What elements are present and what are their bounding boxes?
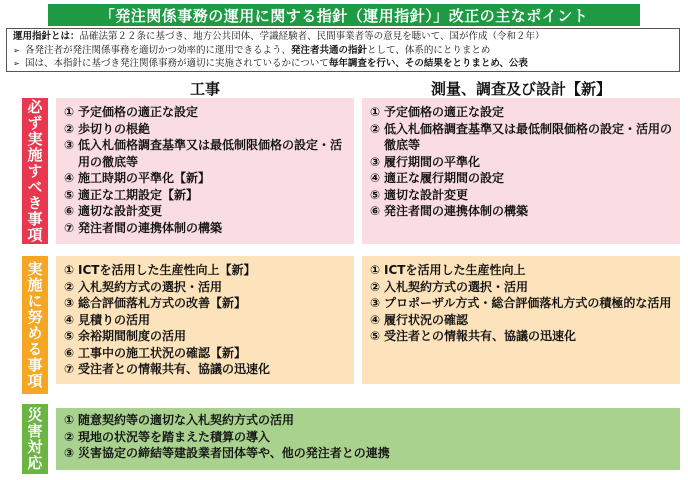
item-text: 工事中の施工状況の確認【新】 <box>78 345 247 360</box>
list-item <box>370 262 672 279</box>
list-item <box>64 262 346 279</box>
item-number: ⑥ <box>370 204 381 218</box>
intro-bullet-2-text-b: 毎年調査を行い、その結果をとりまとめ、公表 <box>328 58 528 69</box>
list-item <box>64 279 346 296</box>
item-text: プロポーザル方式・総合評価落札方式の積極的な活用 <box>384 296 672 310</box>
item-number: ⑦ <box>64 220 75 235</box>
list-item <box>64 220 346 237</box>
item-number: ⑦ <box>64 362 75 376</box>
item-text: 入札契約方式の選択・活用 <box>384 279 529 294</box>
item-text: 適正な履行期間の設定 <box>384 171 505 185</box>
item-number: ④ <box>370 171 381 185</box>
item-number: ④ <box>64 171 75 185</box>
item-text: 予定価格の適正な設定 <box>78 105 199 119</box>
intro-definition-text: 品確法第２２条に基づき、地方公共団体、学識経験者、民間事業者等の意見を聴いて、国が作成（令和２年） <box>79 31 545 42</box>
page-title: 「発注関係事務の運用に関する指針（運用指針）」改正の主なポイント <box>48 4 640 26</box>
item-text: 現地の状況等を踏まえた積算の導入 <box>78 429 271 444</box>
section-label-effort: 実施に努める事項 <box>22 256 48 394</box>
item-number: ③ <box>370 154 381 169</box>
list-item <box>370 121 672 154</box>
intro-bullet-1-text-c: として、体系的にとりまとめ <box>367 44 491 56</box>
item-text: 発注者間の連携体制の構築 <box>78 220 223 235</box>
effort-survey-box <box>362 256 680 384</box>
item-text: 低入札価格調査基準又は最低制限価格の設定・活用の徹底等 <box>78 138 343 169</box>
list-item <box>370 203 672 220</box>
item-number: ③ <box>64 296 75 310</box>
list-item <box>370 312 672 329</box>
item-number: ⑥ <box>64 204 75 218</box>
item-number: ② <box>370 279 381 294</box>
column-header-construction: 工事 <box>189 80 220 98</box>
item-text: 受注者との情報共有、協議の迅速化 <box>384 329 577 343</box>
list-item <box>64 445 672 462</box>
list-item <box>64 328 346 345</box>
item-number: ③ <box>64 446 75 460</box>
item-text: 施工時期の平準化【新】 <box>78 171 211 185</box>
item-number: ① <box>64 263 75 277</box>
list-item <box>64 412 672 429</box>
item-text: 受注者との情報共有、協議の迅速化 <box>78 362 271 376</box>
list-item <box>64 137 346 170</box>
list-item <box>370 187 672 204</box>
list-item <box>370 154 672 171</box>
intro-definition <box>13 30 673 44</box>
item-text: 総合評価落札方式の改善【新】 <box>78 296 247 310</box>
list-item <box>64 361 346 378</box>
item-number: ② <box>64 429 75 444</box>
column-header-survey-design: 測量、調査及び設計【新】 <box>430 80 611 98</box>
list-item <box>64 295 346 312</box>
item-number: ① <box>370 105 381 119</box>
item-text: 適切な設計変更 <box>384 187 469 202</box>
item-text: 入札契約方式の選択・活用 <box>78 279 223 294</box>
item-text: 低入札価格調査基準又は最低制限価格の設定・活用の徹底等 <box>384 121 673 152</box>
item-text: ICTを活用した生産性向上 <box>384 263 526 277</box>
item-number: ⑤ <box>64 187 75 202</box>
item-number: ② <box>64 279 75 294</box>
list-item <box>370 328 672 345</box>
arrow-bullet-icon: ➢ <box>13 59 20 68</box>
list-item <box>370 279 672 296</box>
list-item <box>64 170 346 187</box>
list-item <box>64 187 346 204</box>
item-number: ⑤ <box>370 329 381 343</box>
intro-box <box>6 28 680 72</box>
list-item <box>64 203 346 220</box>
item-number: ① <box>64 105 75 119</box>
item-number: ④ <box>370 312 381 327</box>
item-number: ③ <box>64 138 75 152</box>
item-number: ④ <box>64 312 75 327</box>
item-number: ⑥ <box>64 345 75 360</box>
item-number: ⑤ <box>64 329 75 343</box>
item-text: 歩切りの根絶 <box>78 121 151 136</box>
mandatory-construction-box <box>56 98 354 244</box>
intro-bullet-1-text-a: 各発注者が発注関係事務を適切かつ効率的に運用できるよう、 <box>25 44 292 56</box>
item-number: ① <box>370 263 381 277</box>
item-text: 適正な工期設定【新】 <box>78 187 199 202</box>
list-item <box>64 104 346 121</box>
list-item <box>64 312 346 329</box>
disaster-box <box>56 408 680 470</box>
section-label-disaster: 災害対応 <box>22 404 48 474</box>
item-text: 見積りの活用 <box>78 312 151 327</box>
list-item <box>370 104 672 121</box>
intro-definition-label: 運用指針とは： <box>13 31 80 42</box>
item-text: 履行期間の平準化 <box>384 154 481 169</box>
list-item <box>370 170 672 187</box>
item-text: 災害協定の締結等建設業者団体等や、他の発注者との連携 <box>78 446 390 460</box>
item-number: ⑤ <box>370 187 381 202</box>
list-item <box>64 345 346 362</box>
intro-bullet-2 <box>13 57 673 71</box>
item-text: 随意契約等の適切な入札契約方式の活用 <box>78 413 295 427</box>
intro-bullet-1-text-b: 発注者共通の指針 <box>291 44 368 56</box>
arrow-bullet-icon: ➢ <box>13 45 20 55</box>
intro-bullet-1 <box>13 44 673 58</box>
list-item <box>64 121 346 138</box>
item-text: 発注者間の連携体制の構築 <box>384 204 529 218</box>
item-text: 余裕期間制度の活用 <box>78 329 187 343</box>
list-item <box>370 295 672 312</box>
item-text: 予定価格の適正な設定 <box>384 105 505 119</box>
item-text: ICTを活用した生産性向上【新】 <box>78 263 256 277</box>
section-label-mandatory: 必ず実施すべき事項 <box>22 98 48 244</box>
item-number: ① <box>64 413 75 427</box>
item-number: ② <box>64 121 75 136</box>
item-number: ③ <box>370 296 381 310</box>
mandatory-survey-box <box>362 98 680 244</box>
list-item <box>64 429 672 446</box>
item-number: ② <box>370 121 381 136</box>
item-text: 適切な設計変更 <box>78 204 163 218</box>
effort-construction-box <box>56 256 354 384</box>
item-text: 履行状況の確認 <box>384 312 469 327</box>
intro-bullet-2-text-a: 国は、本指針に基づき発注関係事務が適切に実施されているかについて <box>25 58 329 69</box>
